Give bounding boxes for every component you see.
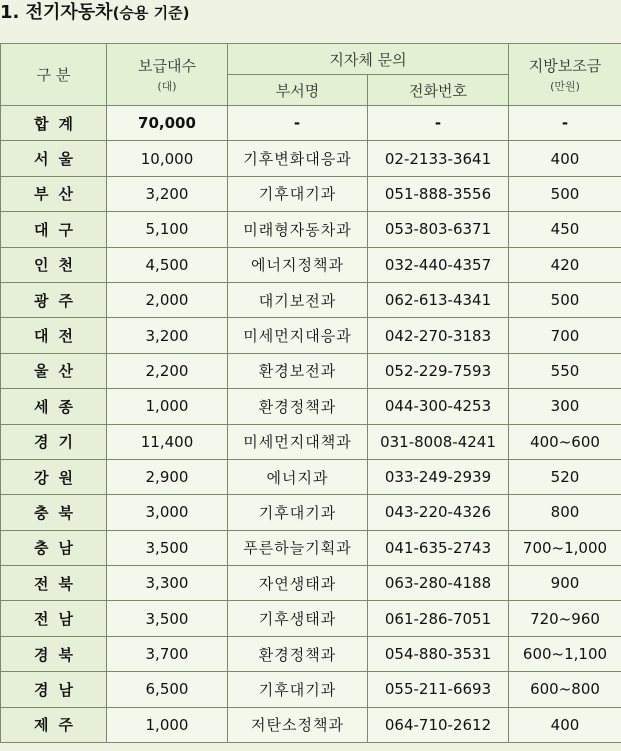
table-row (1, 353, 621, 388)
dept-cell: 푸른하늘기획과 (228, 530, 368, 565)
header-subsidy (509, 44, 621, 106)
table-row (1, 212, 621, 247)
dept-cell: 기후대기과 (228, 672, 368, 707)
dept-cell: 기후대기과 (228, 495, 368, 530)
subsidy-cell: 500 (509, 176, 621, 211)
count-cell: 10,000 (107, 141, 228, 176)
count-cell: 1,000 (107, 707, 228, 742)
table-row (1, 530, 621, 565)
count-cell: 3,500 (107, 601, 228, 636)
phone-cell: 061-286-7051 (368, 601, 509, 636)
dept-cell: 환경정책과 (228, 389, 368, 424)
count-cell: 2,000 (107, 282, 228, 317)
count-cell: 11,400 (107, 424, 228, 459)
count-cell: 4,500 (107, 247, 228, 282)
header-subsidy-unit: (만원) (550, 80, 580, 93)
table-row (1, 601, 621, 636)
phone-cell: 051-888-3556 (368, 176, 509, 211)
table-row (1, 566, 621, 601)
region-cell: 세종 (1, 389, 107, 424)
header-contact: 지자체 문의 (228, 44, 509, 75)
region-cell: 경남 (1, 672, 107, 707)
table-row (1, 247, 621, 282)
page-title (0, 0, 621, 30)
count-cell: 3,200 (107, 318, 228, 353)
phone-cell: 062-613-4341 (368, 282, 509, 317)
header-subsidy-label: 지방보조금 (528, 57, 602, 75)
subsidy-cell: 700~1,000 (509, 530, 621, 565)
ev-subsidy-table (0, 43, 621, 743)
region-cell: 경기 (1, 424, 107, 459)
subsidy-cell: 600~1,100 (509, 636, 621, 671)
header-dept: 부서명 (228, 75, 368, 106)
subsidy-cell: 720~960 (509, 601, 621, 636)
subsidy-cell: 520 (509, 459, 621, 494)
dept-cell: 기후변화대응과 (228, 141, 368, 176)
header-region: 구 분 (1, 44, 107, 106)
region-cell: 경북 (1, 636, 107, 671)
subsidy-cell: 500 (509, 282, 621, 317)
count-cell: 3,500 (107, 530, 228, 565)
phone-cell: 041-635-2743 (368, 530, 509, 565)
region-cell: 전북 (1, 566, 107, 601)
dept-cell: 미세먼지대응과 (228, 318, 368, 353)
dept-cell: 기후대기과 (228, 176, 368, 211)
phone-cell: 063-280-4188 (368, 566, 509, 601)
region-cell: 인천 (1, 247, 107, 282)
dept-cell: 에너지정책과 (228, 247, 368, 282)
region-cell: 울산 (1, 353, 107, 388)
region-cell: 대전 (1, 318, 107, 353)
phone-cell: 02-2133-3641 (368, 141, 509, 176)
table-row (1, 141, 621, 176)
subsidy-cell: 400~600 (509, 424, 621, 459)
count-cell: 2,200 (107, 353, 228, 388)
dept-cell: 미세먼지대책과 (228, 424, 368, 459)
dept-cell: 환경정책과 (228, 636, 368, 671)
subsidy-cell: 600~800 (509, 672, 621, 707)
table-row (1, 495, 621, 530)
count-cell: 6,500 (107, 672, 228, 707)
table-row (1, 636, 621, 671)
table-row (1, 389, 621, 424)
phone-cell: 033-249-2939 (368, 459, 509, 494)
subsidy-cell: 900 (509, 566, 621, 601)
dept-cell: 대기보전과 (228, 282, 368, 317)
count-cell: 3,700 (107, 636, 228, 671)
count-cell: 5,100 (107, 212, 228, 247)
title-main: 1. 전기자동차 (0, 2, 113, 23)
phone-cell: - (368, 106, 509, 141)
header-phone: 전화번호 (368, 75, 509, 106)
phone-cell: 055-211-6693 (368, 672, 509, 707)
count-cell: 70,000 (107, 106, 228, 141)
region-cell: 대구 (1, 212, 107, 247)
subsidy-cell: 550 (509, 353, 621, 388)
table-row (1, 459, 621, 494)
table-row (1, 318, 621, 353)
region-cell: 서울 (1, 141, 107, 176)
table-row (1, 176, 621, 211)
region-cell: 광주 (1, 282, 107, 317)
phone-cell: 054-880-3531 (368, 636, 509, 671)
subsidy-cell: - (509, 106, 621, 141)
region-cell: 부산 (1, 176, 107, 211)
count-cell: 3,000 (107, 495, 228, 530)
subsidy-cell: 400 (509, 707, 621, 742)
subsidy-cell: 300 (509, 389, 621, 424)
table-row (1, 106, 621, 141)
region-cell: 제주 (1, 707, 107, 742)
phone-cell: 053-803-6371 (368, 212, 509, 247)
table-row (1, 282, 621, 317)
dept-cell: 환경보전과 (228, 353, 368, 388)
table-body (1, 106, 621, 743)
count-cell: 2,900 (107, 459, 228, 494)
region-cell: 강원 (1, 459, 107, 494)
title-sub: (승용 기준) (112, 4, 190, 22)
table-row (1, 672, 621, 707)
phone-cell: 032-440-4357 (368, 247, 509, 282)
subsidy-cell: 450 (509, 212, 621, 247)
phone-cell: 042-270-3183 (368, 318, 509, 353)
dept-cell: 저탄소정책과 (228, 707, 368, 742)
phone-cell: 064-710-2612 (368, 707, 509, 742)
subsidy-cell: 420 (509, 247, 621, 282)
phone-cell: 043-220-4326 (368, 495, 509, 530)
dept-cell: 미래형자동차과 (228, 212, 368, 247)
table-row (1, 707, 621, 742)
count-cell: 3,300 (107, 566, 228, 601)
header-count-unit: (대) (157, 80, 177, 93)
phone-cell: 052-229-7593 (368, 353, 509, 388)
header-count-label: 보급대수 (138, 57, 196, 75)
phone-cell: 044-300-4253 (368, 389, 509, 424)
region-cell: 충북 (1, 495, 107, 530)
region-cell: 전남 (1, 601, 107, 636)
count-cell: 3,200 (107, 176, 228, 211)
region-cell: 합계 (1, 106, 107, 141)
subsidy-cell: 400 (509, 141, 621, 176)
subsidy-cell: 800 (509, 495, 621, 530)
dept-cell: 기후생태과 (228, 601, 368, 636)
table-row (1, 424, 621, 459)
phone-cell: 031-8008-4241 (368, 424, 509, 459)
header-count (107, 44, 228, 106)
dept-cell: - (228, 106, 368, 141)
dept-cell: 자연생태과 (228, 566, 368, 601)
subsidy-cell: 700 (509, 318, 621, 353)
count-cell: 1,000 (107, 389, 228, 424)
region-cell: 충남 (1, 530, 107, 565)
dept-cell: 에너지과 (228, 459, 368, 494)
